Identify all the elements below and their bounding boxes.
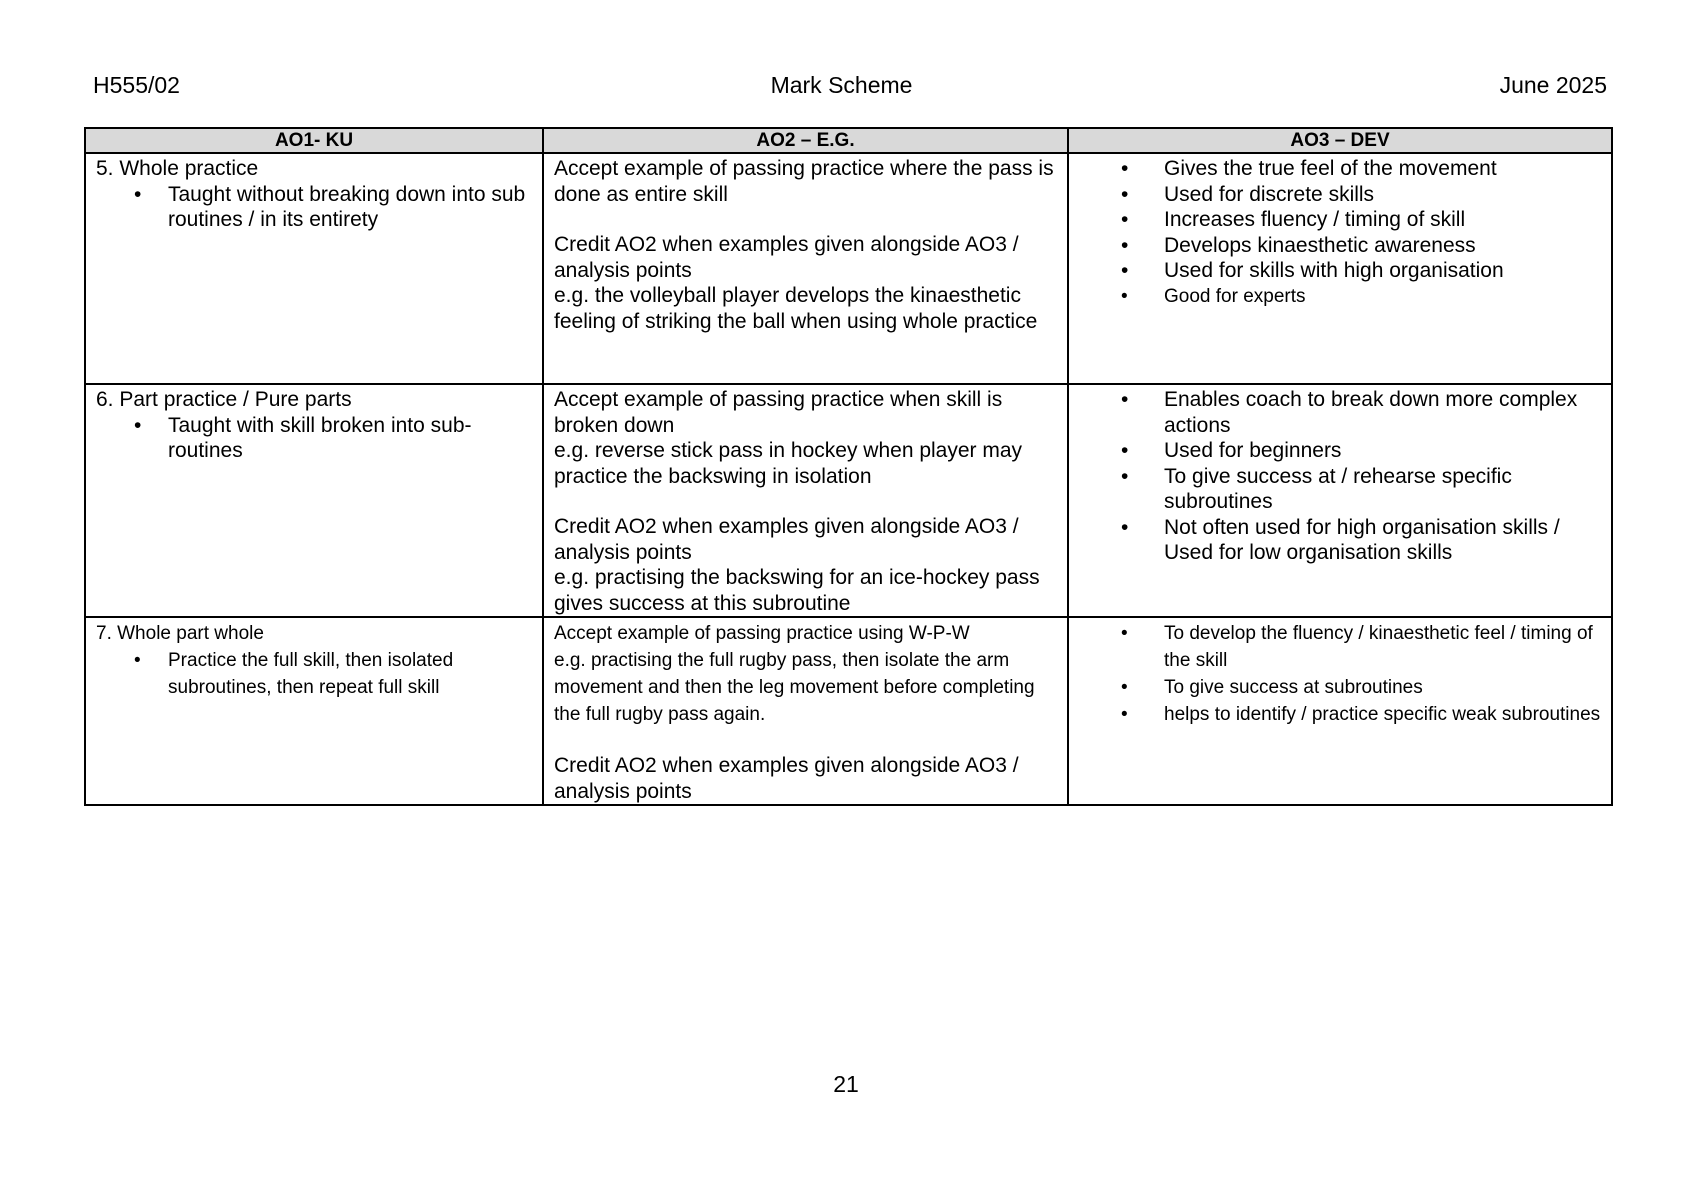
ao3-bullet: • Increases fluency / timing of skill [1164, 207, 1601, 233]
ao2-text: Credit AO2 when examples given alongside AO3 / analysis points [554, 754, 1019, 803]
ao3-bullet: • To give success at / rehearse specific subroutines [1164, 464, 1601, 515]
ao1-cell [85, 153, 543, 384]
ao3-bullet: • Good for experts [1164, 284, 1601, 310]
ao3-cell [1068, 153, 1612, 384]
exam-date: June 2025 [1499, 72, 1607, 98]
ao2-text: Accept example of passing practice using W-P-W [554, 623, 970, 644]
column-header-ao3: AO3 – DEV [1068, 128, 1612, 153]
column-header-ao2: AO2 – E.G. [543, 128, 1068, 153]
page-number: 21 [833, 1071, 859, 1097]
ao2-text: e.g. the volleyball player develops the kinaesthetic feeling of striking the ball when using whole practice [554, 284, 1038, 333]
table-header-row [85, 128, 1612, 153]
ao1-bullet: • Practice the full skill, then isolated subroutines, then repeat full skill [168, 647, 532, 701]
ao3-bullet: • Used for discrete skills [1164, 182, 1601, 208]
ao3-bullet: • To give success at subroutines [1164, 674, 1601, 701]
ao2-text: e.g. practising the full rugby pass, then isolate the arm movement and then the leg movement before completing the full rugby pass again. [554, 650, 1035, 725]
ao3-cell [1068, 617, 1612, 805]
ao3-bullet: • Develops kinaesthetic awareness [1164, 233, 1601, 259]
ao2-cell [543, 153, 1068, 384]
ao1-cell [85, 384, 543, 617]
document-title: Mark Scheme [770, 72, 913, 98]
ao3-bullet: • helps to identify / practice specific weak subroutines [1164, 701, 1601, 728]
ao2-text: Accept example of passing practice where the pass is done as entire skill [554, 157, 1054, 206]
ao3-bullet: • To develop the fluency / kinaesthetic feel / timing of the skill [1164, 620, 1601, 674]
ao1-cell [85, 617, 543, 805]
ao1-title: 5. Whole practice [96, 157, 259, 180]
ao1-bullet: • Taught without breaking down into sub routines / in its entirety [168, 182, 532, 233]
ao3-bullet: • Gives the true feel of the movement [1164, 156, 1601, 182]
ao3-bullet: • Enables coach to break down more complex actions [1164, 387, 1601, 438]
ao1-title: 6. Part practice / Pure parts [96, 388, 352, 411]
mark-scheme-table [84, 127, 1613, 806]
ao2-text: Accept example of passing practice when skill is broken down [554, 388, 1003, 437]
column-header-ao1: AO1- KU [85, 128, 543, 153]
ao3-bullet: • Used for beginners [1164, 438, 1601, 464]
ao2-cell [543, 384, 1068, 617]
ao2-text: e.g. reverse stick pass in hockey when player may practice the backswing in isolation [554, 439, 1023, 488]
ao3-bullet: • Not often used for high organisation skills / Used for low organisation skills [1164, 515, 1601, 566]
ao1-title: 7. Whole part whole [96, 623, 264, 644]
table-row [85, 617, 1612, 805]
ao2-text: e.g. practising the backswing for an ice-hockey pass gives success at this subroutine [554, 566, 1040, 615]
ao2-cell [543, 617, 1068, 805]
table-row [85, 153, 1612, 384]
ao3-cell [1068, 384, 1612, 617]
ao2-text: Credit AO2 when examples given alongside AO3 / analysis points [554, 233, 1019, 282]
table-row [85, 384, 1612, 617]
paper-code: H555/02 [93, 72, 180, 98]
ao3-bullet: • Used for skills with high organisation [1164, 258, 1601, 284]
ao1-bullet: • Taught with skill broken into sub-routines [168, 413, 532, 464]
ao2-text: Credit AO2 when examples given alongside AO3 / analysis points [554, 515, 1019, 564]
